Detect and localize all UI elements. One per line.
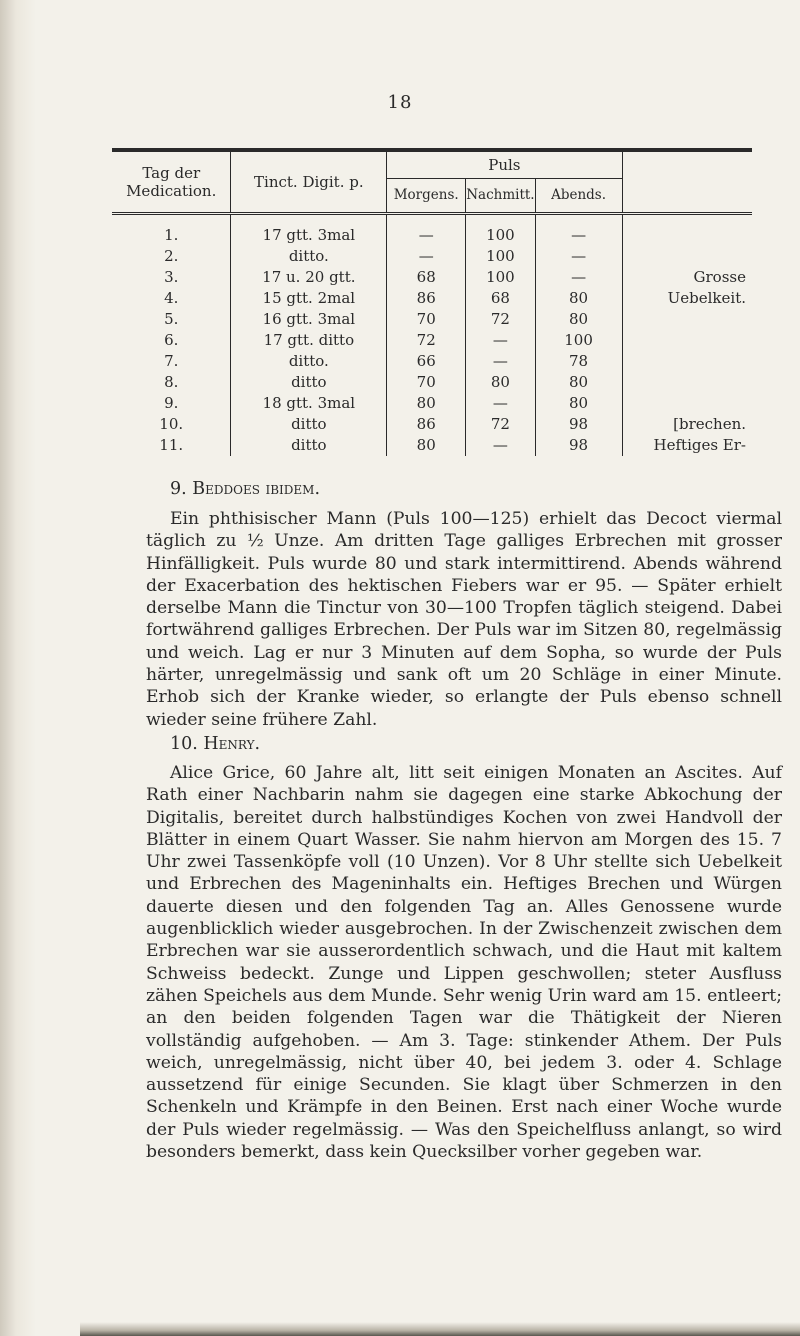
cell-day: 10. [112, 414, 231, 435]
table-row [112, 330, 752, 351]
cell-morgens: 86 [387, 288, 466, 309]
table-row [112, 267, 752, 288]
section-9-heading: 9. Beddoes ibidem. [170, 479, 321, 499]
section-9-paragraph: Ein phthisischer Mann (Puls 100—125) erhielt das Decoct viermal täglich zu ½ Unze. Am dritten Tage galliges Erbrechen mit grosser Hinfälligkeit. Puls wurde 80 und stark intermittirend. Abends während der Exacerbation des hektischen Fiebers war er 95. — Später erhielt derselbe Mann die Tinctur von 30—100 Tropfen täglich steigend. Dabei fortwährend galliges Erbrechen. Der Puls war im Sitzen 80, regelmässig und weich. Lag er nur 3 Minuten auf dem Sopha, so wurde der Puls härter, unregelmässig und sank oft um 20 Schläge in einer Minute. Erhob sich der Kranke wieder, so erlangte der Puls ebenso schnell wieder seine frühere Zahl. [146, 509, 782, 730]
table-row [112, 246, 752, 267]
cell-abends: 98 [535, 435, 622, 456]
cell-nachmitt: 72 [466, 309, 535, 330]
cell-nachmitt: — [466, 393, 535, 414]
cell-morgens: 80 [387, 393, 466, 414]
cell-abends: 100 [535, 330, 622, 351]
cell-day: 6. [112, 330, 231, 351]
cell-abends: 78 [535, 351, 622, 372]
cell-day: 8. [112, 372, 231, 393]
section-10-heading: 10. Henry. [170, 734, 261, 754]
section-9-body [146, 508, 782, 731]
cell-abends: 80 [535, 393, 622, 414]
table-row [112, 288, 752, 309]
table-row [112, 414, 752, 435]
cell-day: 4. [112, 288, 231, 309]
header-nachmitt: Nachmitt. [466, 179, 535, 214]
cell-remark [622, 393, 752, 414]
header-tinct: Tinct. Digit. p. [231, 150, 387, 214]
cell-abends: 98 [535, 414, 622, 435]
cell-day: 5. [112, 309, 231, 330]
cell-remark: [brechen. [673, 415, 746, 433]
cell-day: 3. [112, 267, 231, 288]
cell-dose: ditto [231, 414, 387, 435]
cell-morgens: 68 [387, 267, 466, 288]
cell-abends: 80 [535, 372, 622, 393]
cell-abends: 80 [535, 288, 622, 309]
cell-remark [622, 351, 752, 372]
section-10-paragraph: Alice Grice, 60 Jahre alt, litt seit einigen Monaten an Ascites. Auf Rath einer Nachbarin nahm sie dagegen eine starke Abkochung der Digitalis, bereitet durch halbstündiges Kochen von zwei Handvoll der Blätter in einem Quart Wasser. Sie nahm hiervon am Morgen des 15. 7 Uhr zwei Tassenköpfe voll (10 Unzen). Vor 8 Uhr stellte sich Uebelkeit und Erbrechen des Mageninhalts ein. Heftiges Brechen und Würgen dauerte diesen und den folgenden Tag an. Alles Genossene wurde augenblicklich wieder ausgebrochen. In der Zwischenzeit zwischen dem Erbrechen war sie ausserordentlich schwach, und die Haut mit kaltem Schweiss bedeckt. Zunge und Lippen geschwollen; steter Ausfluss zähen Speichels aus dem Munde. Sehr wenig Urin ward am 15. entleert; an den beiden folgenden Tagen war die Thätigkeit der Nieren vollständig aufgehoben. — Am 3. Tage: stinkender Athem. Der Puls weich, unregelmässig, nicht über 40, bei jedem 3. oder 4. Schlage aussetzend für einige Secunden. Sie klagt über Schmerzen in den Schenkeln und Krämpfe in den Beinen. Erst nach einer Woche wurde der Puls wieder regelmässig. — Was den Speichelfluss anlangt, so wird besonders bemerkt, dass kein Quecksilber vorher gegeben war. [146, 763, 782, 1163]
cell-nachmitt: 80 [466, 372, 535, 393]
cell-day: 11. [112, 435, 231, 456]
table-row [112, 225, 752, 246]
cell-remark: Uebelkeit. [667, 289, 746, 307]
cell-nachmitt: 68 [466, 288, 535, 309]
cell-abends: 80 [535, 309, 622, 330]
table-spacer-row [112, 214, 752, 226]
cell-morgens: 70 [387, 372, 466, 393]
table-row [112, 372, 752, 393]
book-binding-shadow [0, 0, 36, 1336]
section-10-body [146, 762, 782, 1163]
cell-dose: 15 gtt. 2mal [231, 288, 387, 309]
cell-remark [622, 372, 752, 393]
cell-nachmitt: 100 [466, 246, 535, 267]
cell-remark: Grosse [693, 268, 746, 286]
cell-remark [622, 330, 752, 351]
table-row [112, 351, 752, 372]
cell-abends: — [535, 267, 622, 288]
cell-nachmitt: 72 [466, 414, 535, 435]
header-puls: Puls [387, 150, 622, 179]
cell-dose: ditto. [231, 351, 387, 372]
header-abends: Abends. [535, 179, 622, 214]
cell-day: 2. [112, 246, 231, 267]
cell-remark [622, 225, 752, 246]
cell-day: 1. [112, 225, 231, 246]
cell-dose: 17 u. 20 gtt. [231, 267, 387, 288]
page-bottom-edge [80, 1322, 800, 1336]
cell-morgens: 80 [387, 435, 466, 456]
cell-nachmitt: — [466, 435, 535, 456]
cell-day: 9. [112, 393, 231, 414]
cell-day: 7. [112, 351, 231, 372]
table-row [112, 393, 752, 414]
medication-pulse-table [112, 148, 752, 456]
page-number: 18 [387, 92, 413, 113]
table-row [112, 309, 752, 330]
cell-dose: 18 gtt. 3mal [231, 393, 387, 414]
cell-remark: Heftiges Er- [653, 436, 746, 454]
cell-remark [622, 246, 752, 267]
cell-dose: 17 gtt. 3mal [231, 225, 387, 246]
cell-morgens: 86 [387, 414, 466, 435]
cell-morgens: 70 [387, 309, 466, 330]
cell-morgens: — [387, 225, 466, 246]
cell-abends: — [535, 246, 622, 267]
header-morgens: Morgens. [387, 179, 466, 214]
cell-nachmitt: — [466, 351, 535, 372]
cell-morgens: 72 [387, 330, 466, 351]
cell-nachmitt: 100 [466, 267, 535, 288]
cell-morgens: 66 [387, 351, 466, 372]
cell-remark [622, 309, 752, 330]
cell-morgens: — [387, 246, 466, 267]
table-row [112, 435, 752, 456]
cell-abends: — [535, 225, 622, 246]
cell-nachmitt: — [466, 330, 535, 351]
header-day: Tag der Medication. [112, 150, 231, 214]
cell-dose: 16 gtt. 3mal [231, 309, 387, 330]
cell-dose: ditto [231, 372, 387, 393]
cell-nachmitt: 100 [466, 225, 535, 246]
header-remarks [622, 150, 752, 214]
cell-dose: 17 gtt. ditto [231, 330, 387, 351]
cell-dose: ditto [231, 435, 387, 456]
cell-dose: ditto. [231, 246, 387, 267]
